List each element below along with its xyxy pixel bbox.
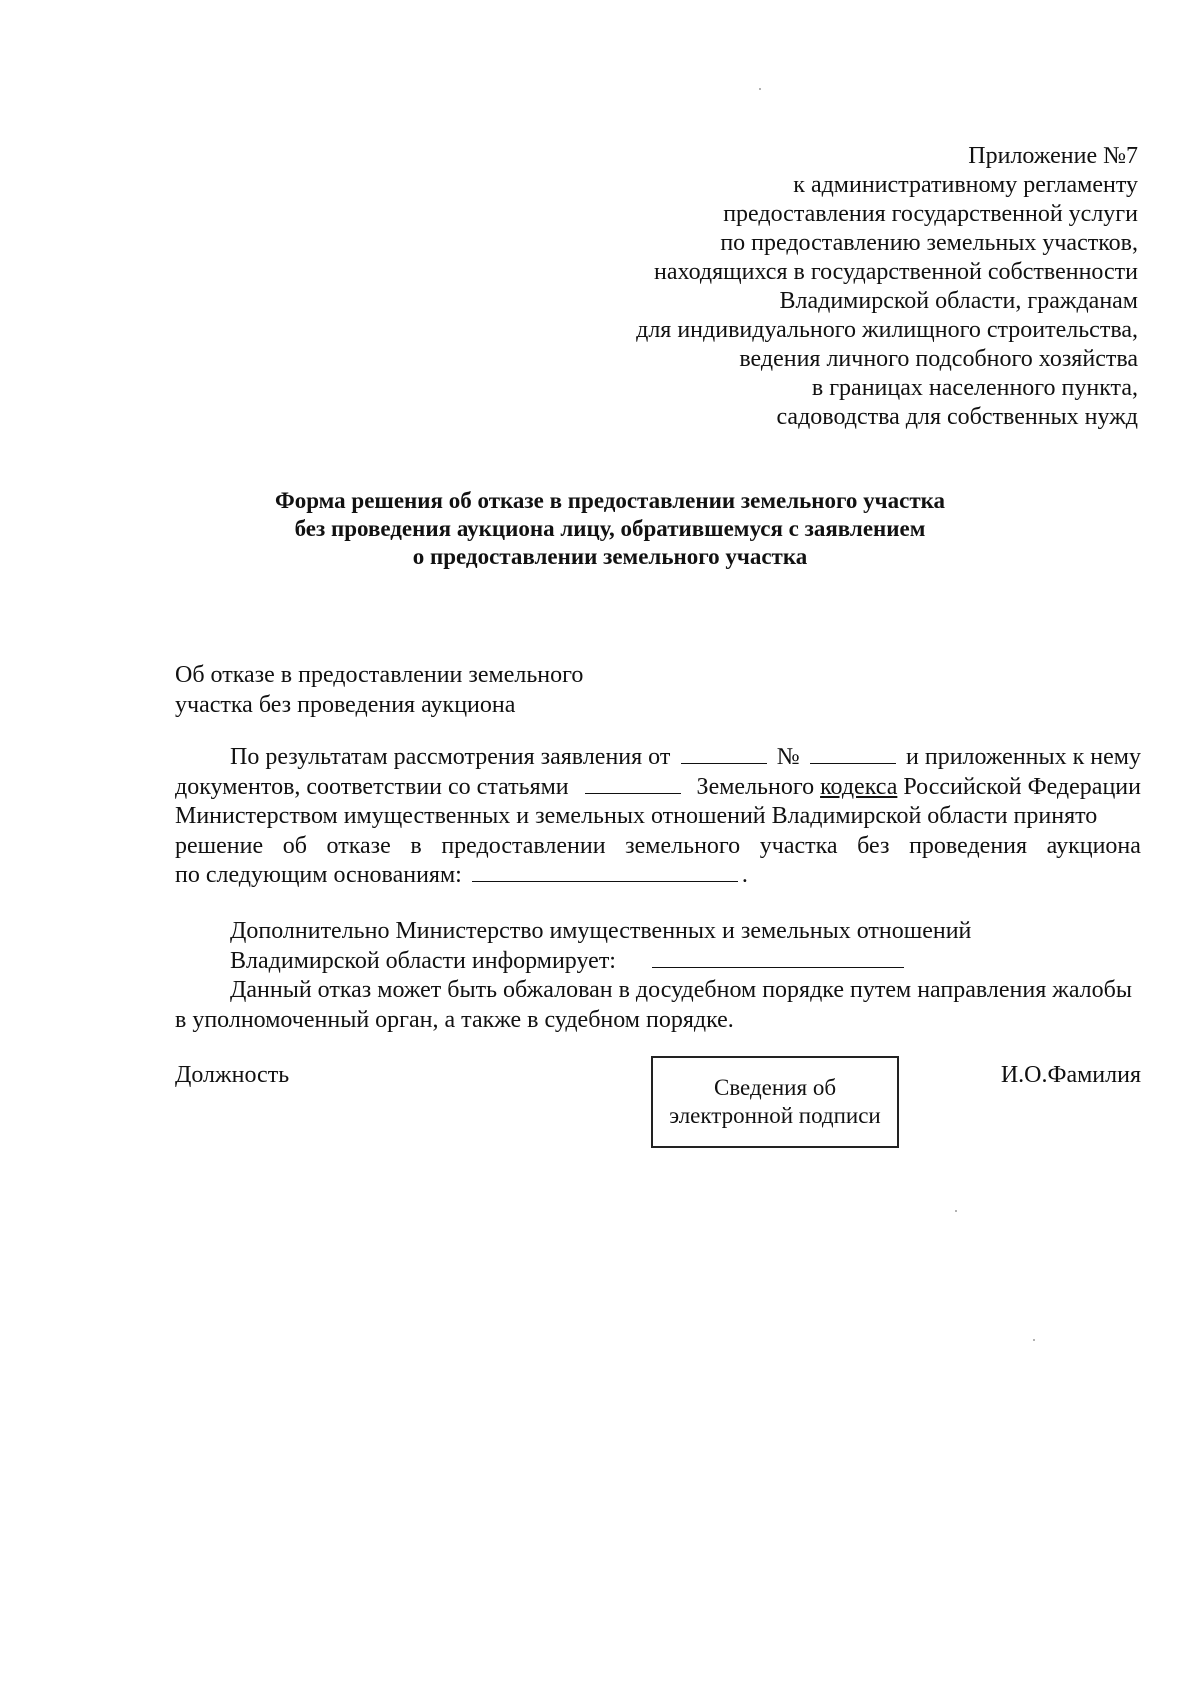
text-fragment: Владимирской области информирует: (230, 947, 616, 974)
text-fragment: № (776, 744, 800, 770)
text-fragment: Российской Федерации (903, 773, 1141, 800)
paragraph-line (175, 947, 1141, 977)
subject-line: участка без проведения аукциона (175, 692, 516, 718)
word: отказе (326, 832, 391, 859)
appendix-line: к административному регламенту (793, 172, 1138, 198)
form-title-line: о предоставлении земельного участка (412, 544, 808, 569)
code-link-text: кодекса (820, 773, 898, 800)
form-title-line: без проведения аукциона лицу, обратившемуся с заявлением (294, 516, 926, 541)
decision-subject (175, 660, 583, 720)
scan-speck (759, 88, 761, 90)
scan-speck (955, 1210, 957, 1212)
esign-text-line: Сведения об (713, 1075, 837, 1100)
subject-line: Об отказе в предоставлении земельного (175, 662, 584, 688)
text-fragment: по следующим основаниям: (175, 862, 462, 888)
paragraph-line (175, 861, 1141, 891)
word: проведения (909, 832, 1028, 859)
text-fragment: документов, соответствии со статьями (175, 773, 569, 800)
scan-speck (1033, 1339, 1035, 1341)
text-fragment: и приложенных к нему (906, 744, 1141, 770)
appendix-line: садоводства для собственных нужд (776, 404, 1138, 430)
appendix-line: ведения личного подсобного хозяйства (739, 346, 1138, 372)
word: участка (759, 832, 838, 859)
appendix-line: Приложение №7 (968, 143, 1138, 169)
word: решение (175, 832, 264, 859)
word: без (857, 832, 890, 859)
application-number-blank (810, 743, 896, 764)
paragraph-line: Дополнительно Министерство имущественных и земельных отношений (230, 918, 972, 944)
word: земельного (625, 832, 741, 859)
additional-info-paragraph (175, 917, 1141, 1035)
signatory-name: И.О.Фамилия (1000, 1062, 1141, 1088)
paragraph-line: Данный отказ может быть обжалован в досудебном порядке путем направления жалобы (230, 977, 1132, 1003)
additional-info-blank (652, 947, 904, 968)
form-title (180, 487, 1040, 571)
word: предоставлении (441, 832, 606, 859)
appendix-header (418, 142, 1138, 432)
word: аукциона (1046, 832, 1141, 859)
paragraph-line (175, 773, 1141, 803)
form-title-line: Форма решения об отказе в предоставлении земельного участка (274, 488, 946, 513)
text-fragment (697, 773, 1141, 803)
text-fragment: Земельного (696, 773, 815, 800)
paragraph-line (175, 832, 1141, 862)
paragraph-line: в уполномоченный орган, а также в судебном порядке. (175, 1006, 734, 1033)
decision-paragraph (175, 743, 1141, 891)
text-fragment: По результатам рассмотрения заявления от (230, 744, 671, 770)
appendix-line: для индивидуального жилищного строительства, (636, 317, 1138, 343)
word: в (410, 832, 422, 859)
text-fragment: . (741, 862, 748, 888)
appendix-line: предоставления государственной услуги (723, 201, 1138, 227)
articles-blank (585, 773, 681, 794)
electronic-signature-stamp (651, 1056, 899, 1148)
word: об (282, 832, 307, 859)
paragraph-line (175, 743, 1141, 773)
appendix-line: Владимирской области, гражданам (779, 288, 1138, 314)
appendix-line: находящихся в государственной собственности (654, 259, 1138, 285)
application-date-blank (681, 743, 767, 764)
paragraph-line: Министерством имущественных и земельных отношений Владимирской области принято (175, 803, 1098, 829)
appendix-line: в границах населенного пункта, (811, 375, 1138, 401)
grounds-blank (472, 861, 738, 882)
appendix-line: по предоставлению земельных участков, (720, 230, 1138, 256)
esign-text-line: электронной подписи (669, 1103, 881, 1128)
position-label: Должность (175, 1062, 290, 1088)
